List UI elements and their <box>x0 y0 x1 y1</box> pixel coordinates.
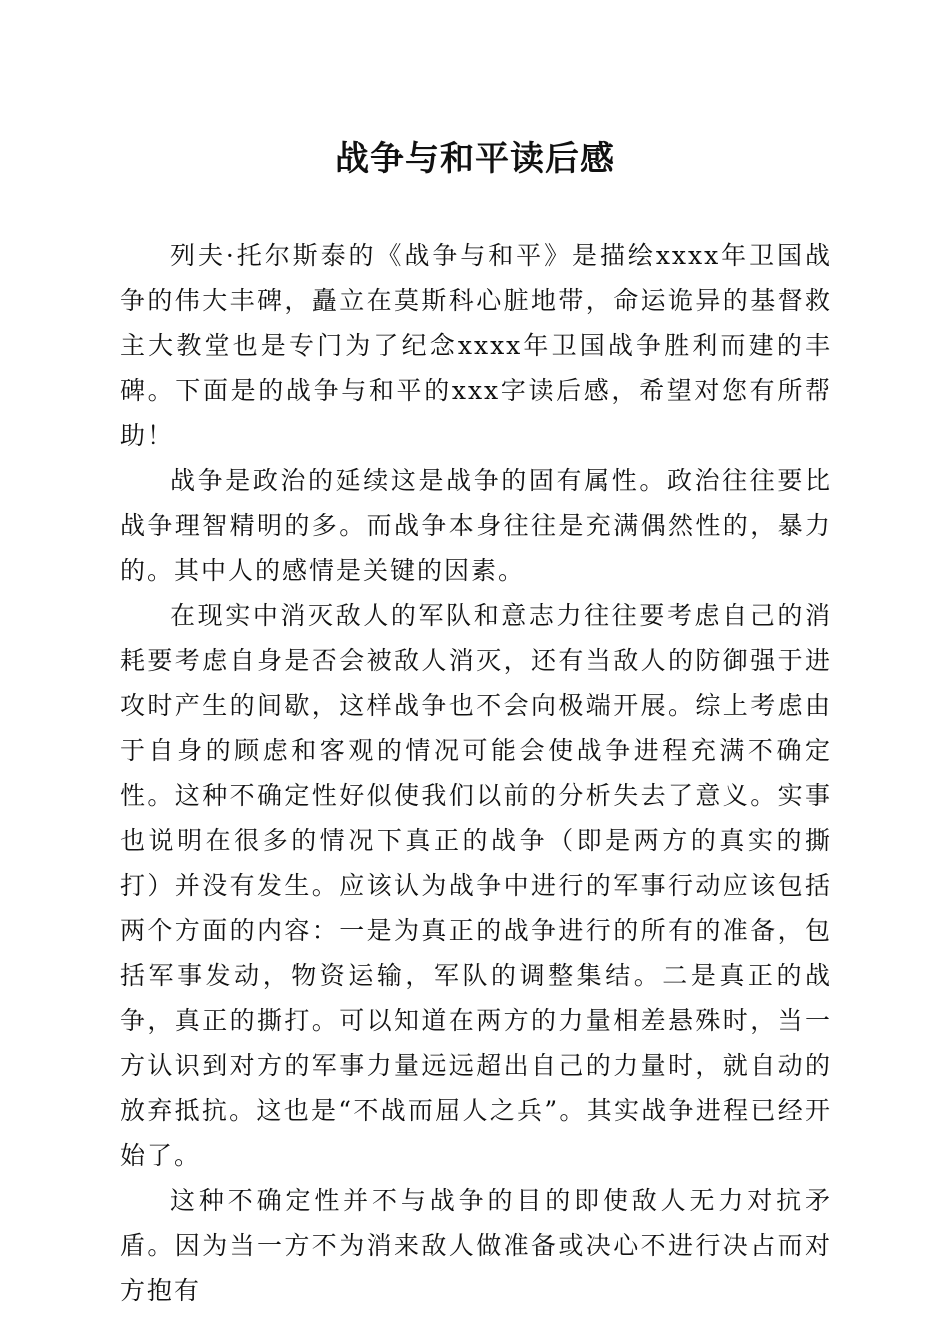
document-body <box>120 233 832 1313</box>
paragraph: 这种不确定性并不与战争的目的即使敌人无力对抗矛盾。因为当一方不为消来敌人做准备或决心不进行决占而对方抱有 <box>120 1186 832 1305</box>
paragraph: 在现实中消灭敌人的军队和意志力往往要考虑自己的消耗要考虑自身是否会被敌人消灭，还有当敌人的防御强于进攻时产生的间歇，这样战争也不会向极端开展。综上考虑由于自身的顾虑和客观的情况可能会使战争进程充满不确定性。这种不确定性好似使我们以前的分析失去了意义。实事也说明在很多的情况下真正的战争（即是两方的真实的撕打）并没有发生。应该认为战争中进行的军事行动应该包括两个方面的内容：一是为真正的战争进行的所有的准备，包括军事发动，物资运输，军队的调整集结。二是真正的战争，真正的撕打。可以知道在两方的力量相差悬殊时，当一方认识到对方的军事力量远远超出自己的力量时，就自动的放弃抵抗。这也是“不战而屈人之兵”。其实战争进程已经开始了。 <box>120 601 832 1170</box>
paragraph: 战争是政治的延续这是战争的固有属性。政治往往要比战争理智精明的多。而战争本身往往是充满偶然性的，暴力的。其中人的感情是关键的因素。 <box>120 466 832 585</box>
paragraph: 列夫·托尔斯泰的《战争与和平》是描绘xxxx年卫国战争的伟大丰碑，矗立在莫斯科心脏地带，命运诡异的基督救主大教堂也是专门为了纪念xxxx年卫国战争胜利而建的丰碑。下面是的战争与和平的xxx字读后感，希望对您有所帮助！ <box>120 241 832 450</box>
document-title: 战争与和平读后感 <box>335 139 615 179</box>
